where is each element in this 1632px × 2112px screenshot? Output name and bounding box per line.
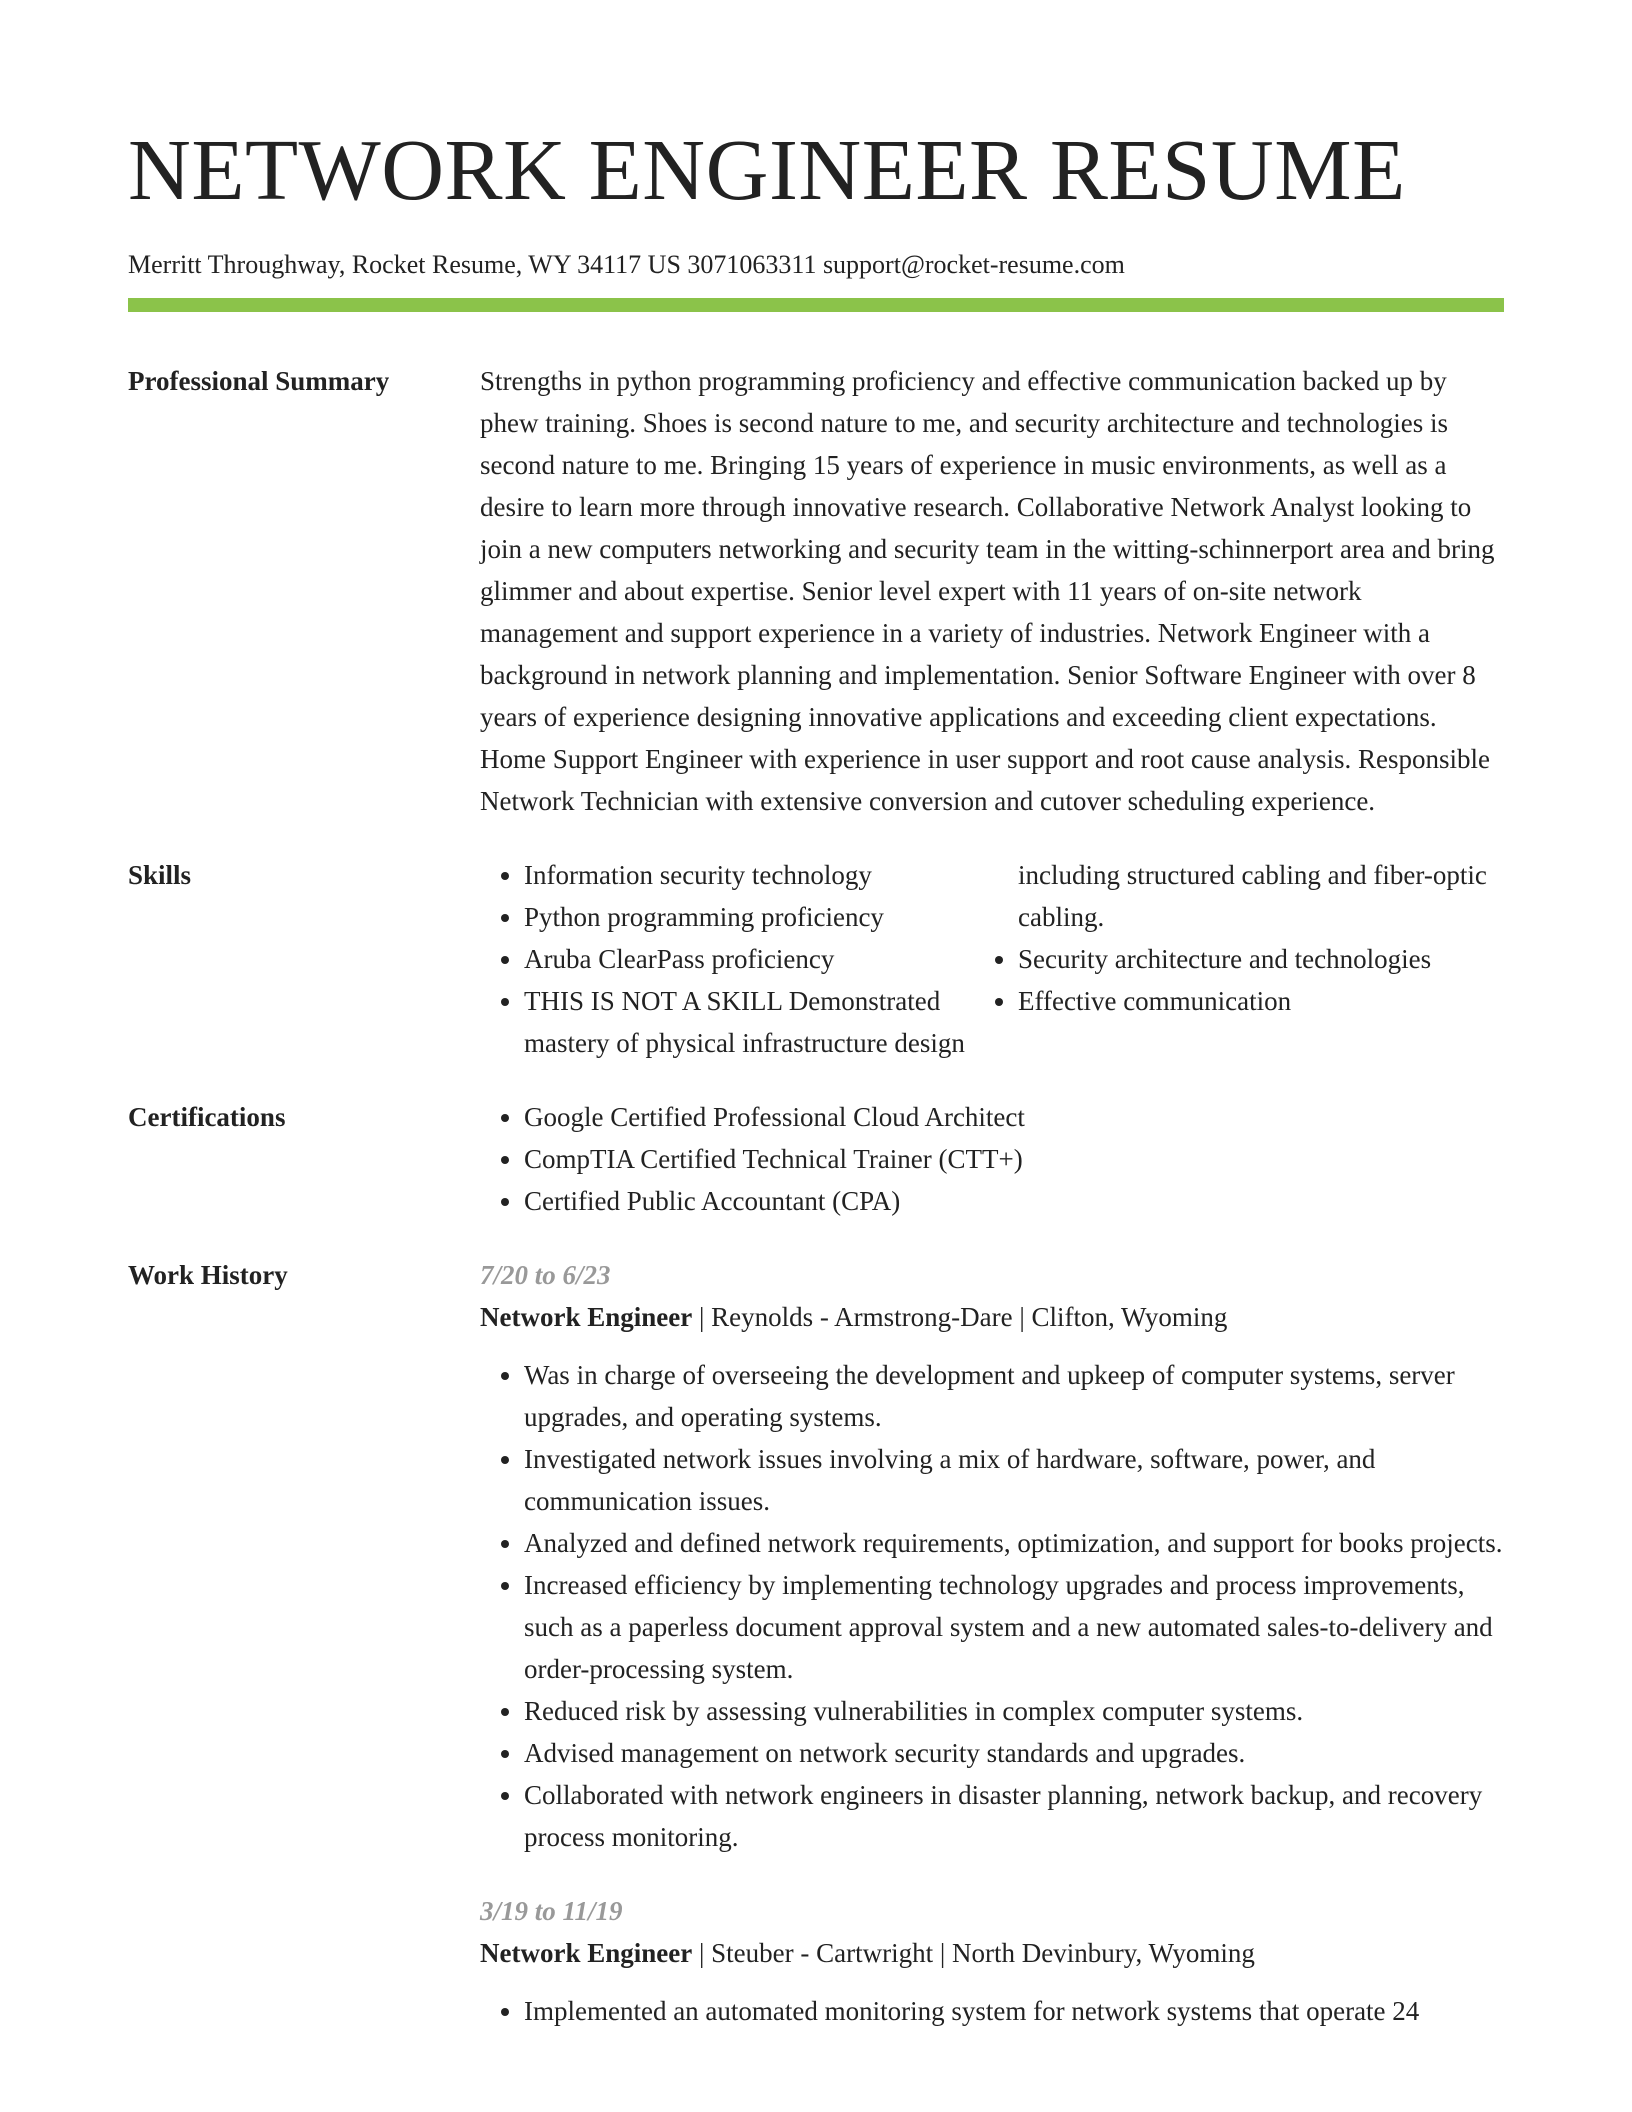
- skill-item: • Information security technology: [524, 854, 1010, 896]
- work-history-label: Work History: [128, 1260, 288, 1290]
- certifications-section: [128, 1096, 1504, 1222]
- job-role: Network Engineer: [480, 1302, 693, 1332]
- job-bullets: [480, 1354, 1504, 1858]
- certification-item: • CompTIA Certified Technical Trainer (CTT+): [524, 1138, 1504, 1180]
- resume-title: NETWORK ENGINEER RESUME: [128, 121, 1406, 218]
- job-bullet: • Collaborated with network engineers in disaster planning, network backup, and recovery process monitoring.: [524, 1774, 1504, 1858]
- skill-item: • THIS IS NOT A SKILL Demonstrated mastery of physical infrastructure design including structured cabling and fiber-optic cabling.: [524, 854, 1504, 1064]
- certification-item: • Google Certified Professional Cloud Architect: [524, 1096, 1504, 1138]
- skill-item: • Security architecture and technologies: [1018, 938, 1504, 980]
- job-heading: [480, 1296, 1504, 1338]
- summary-label: Professional Summary: [128, 366, 390, 396]
- certification-item: • Certified Public Accountant (CPA): [524, 1180, 1504, 1222]
- job-details: | Reynolds - Armstrong-Dare | Clifton, Wyoming: [692, 1302, 1228, 1332]
- summary-text: Strengths in python programming proficiency and effective communication backed up by phew training. Shoes is second nature to me, and security architecture and technologies is second nature to me. Bringing 15 years of experience in music environments, as well as a desire to learn more through innovative research. Collaborative Network Analyst looking to join a new computers networking and security team in the witting-schinnerport area and bring glimmer and about expertise. Senior level expert with 11 years of on-site network management and support experience in a variety of industries. Network Engineer with a background in network planning and implementation. Senior Software Engineer with over 8 years of experience designing innovative applications and exceeding client expectations. Home Support Engineer with experience in user support and root cause analysis. Responsible Network Technician with extensive conversion and cutover scheduling experience.: [480, 366, 1495, 816]
- header-divider: [128, 298, 1504, 312]
- job-bullet: • Was in charge of overseeing the development and upkeep of computer systems, server upgrades, and operating systems.: [524, 1354, 1504, 1438]
- summary-section: [128, 360, 1504, 822]
- contact-line: Merritt Throughway, Rocket Resume, WY 34117 US 3071063311 support@rocket-resume.com: [128, 250, 1125, 279]
- job-bullet: • Advised management on network security standards and upgrades.: [524, 1732, 1504, 1774]
- job-entry: [480, 1890, 1504, 2032]
- certifications-label: Certifications: [128, 1102, 286, 1132]
- job-dates: 7/20 to 6/23: [480, 1260, 611, 1290]
- certifications-list: [480, 1096, 1504, 1222]
- resume-page: [128, 120, 1504, 2032]
- job-bullet: • Reduced risk by assessing vulnerabilities in complex computer systems.: [524, 1690, 1504, 1732]
- job-dates: 3/19 to 11/19: [480, 1896, 623, 1926]
- job-details: | Steuber - Cartwright | North Devinbury, Wyoming: [692, 1938, 1255, 1968]
- skill-item: • Aruba ClearPass proficiency: [524, 938, 1010, 980]
- job-bullets: [480, 1990, 1504, 2032]
- skills-list: [480, 854, 1504, 1064]
- skills-label: Skills: [128, 860, 192, 890]
- job-bullet: • Implemented an automated monitoring system for network systems that operate 24: [524, 1990, 1504, 2032]
- job-role: Network Engineer: [480, 1938, 693, 1968]
- skill-item: • Python programming proficiency: [524, 896, 1010, 938]
- job-bullet: • Analyzed and defined network requirements, optimization, and support for books projects.: [524, 1522, 1504, 1564]
- job-bullet: • Increased efficiency by implementing technology upgrades and process improvements, such as a paperless document approval system and a new automated sales-to-delivery and order-processing system.: [524, 1564, 1504, 1690]
- job-bullet: • Investigated network issues involving a mix of hardware, software, power, and communication issues.: [524, 1438, 1504, 1522]
- job-entry: [480, 1254, 1504, 1858]
- skills-section: [128, 854, 1504, 1064]
- work-history-section: [128, 1254, 1504, 2032]
- job-heading: [480, 1932, 1504, 1974]
- skill-item: • Effective communication: [1018, 980, 1504, 1022]
